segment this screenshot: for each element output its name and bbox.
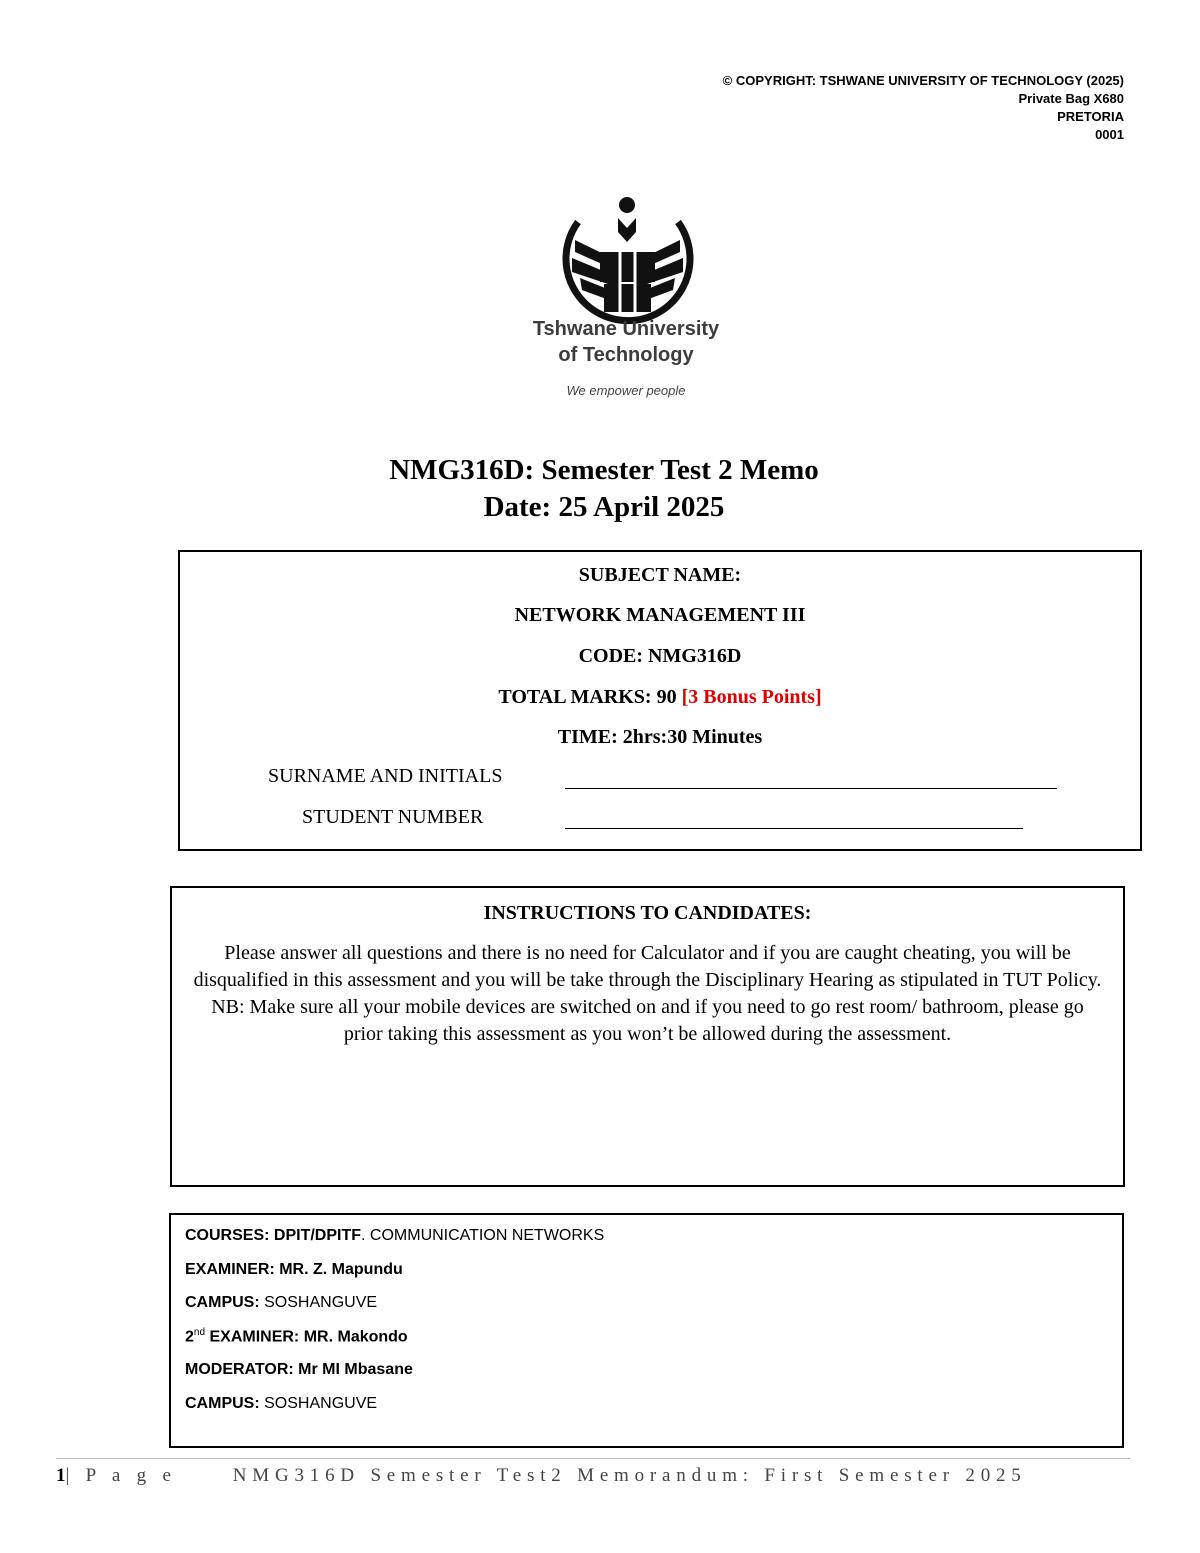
exam-time: TIME: 2hrs:30 Minutes — [557, 726, 763, 748]
course-details-box — [169, 1213, 1124, 1448]
subject-label: SUBJECT NAME: — [578, 564, 742, 586]
subject-code: CODE: NMG316D — [578, 645, 742, 667]
logo-name-line2: of Technology — [558, 344, 694, 366]
second-examiner-label: EXAMINER: — [205, 1328, 300, 1346]
page-footer — [56, 1465, 1027, 1487]
footer-document-title: NMG316D Semester Test2 Memorandum: First Semester 2025 — [232, 1465, 1027, 1486]
page-number: 1 — [56, 1465, 66, 1486]
courses-label: COURSES: DPIT/DPITF — [185, 1227, 362, 1244]
address-line-3: 0001 — [1095, 127, 1124, 142]
campus-value-2: SOSHANGUVE — [259, 1395, 378, 1412]
campus-row-2 — [185, 1395, 377, 1413]
document-date: Date: 25 April 2025 — [483, 491, 725, 523]
footer-divider — [56, 1458, 1130, 1459]
moderator-value: Mr MI Mbasane — [293, 1361, 413, 1378]
university-logo-icon — [520, 192, 735, 402]
copyright-notice: © COPYRIGHT: TSHWANE UNIVERSITY OF TECHNOLOGY (2025) — [722, 73, 1124, 88]
instructions-box — [170, 886, 1125, 1187]
logo-tagline: We empower people — [566, 383, 686, 398]
document-title: NMG316D: Semester Test 2 Memo — [389, 454, 819, 486]
second-examiner-row — [185, 1327, 408, 1346]
courses-row — [185, 1227, 604, 1245]
campus-value: SOSHANGUVE — [259, 1294, 378, 1311]
campus-label-2: CAMPUS: — [185, 1395, 260, 1412]
total-marks-value: TOTAL MARKS: 90 — [498, 686, 677, 708]
examiner-value: MR. Z. Mapundu — [274, 1261, 403, 1278]
second-examiner-sup: nd — [193, 1327, 206, 1338]
examiner-row — [185, 1261, 403, 1279]
page-label: | P a g e — [65, 1465, 177, 1486]
address-line-1: Private Bag X680 — [1018, 91, 1124, 106]
address-line-2: PRETORIA — [1057, 109, 1124, 124]
logo-name-line1: Tshwane University — [532, 318, 720, 340]
student-number-label: STUDENT NUMBER — [302, 806, 484, 828]
subject-name: NETWORK MANAGEMENT III — [514, 604, 806, 626]
examiner-label: EXAMINER: — [185, 1261, 275, 1278]
student-number-input-line[interactable] — [565, 828, 1023, 829]
surname-input-line[interactable] — [565, 788, 1057, 789]
campus-label: CAMPUS: — [185, 1294, 260, 1311]
second-examiner-num: 2 — [185, 1328, 194, 1346]
total-marks — [180, 686, 1140, 709]
moderator-row — [185, 1361, 413, 1379]
surname-label: SURNAME AND INITIALS — [268, 765, 503, 787]
bonus-points: [3 Bonus Points] — [681, 686, 822, 708]
courses-value: . COMMUNICATION NETWORKS — [361, 1227, 605, 1244]
campus-row — [185, 1294, 377, 1312]
subject-info-box — [178, 550, 1142, 851]
moderator-label: MODERATOR: — [185, 1361, 294, 1378]
instructions-body: Please answer all questions and there is no need for Calculator and if you are caught cheating, you will be disqualified in this assessment and you will be take through the Disciplinary Hearing as stipulated in TUT Policy. NB: Make sure all your mobile devices are switched on and if you need to go rest room/ bathroom, please go prior taking this assessment as you won’t be allowed during the assessment. — [193, 942, 1102, 1045]
instructions-heading: INSTRUCTIONS TO CANDIDATES: — [483, 902, 812, 924]
second-examiner-value: MR. Makondo — [299, 1328, 408, 1346]
copyright-block — [723, 72, 1124, 144]
